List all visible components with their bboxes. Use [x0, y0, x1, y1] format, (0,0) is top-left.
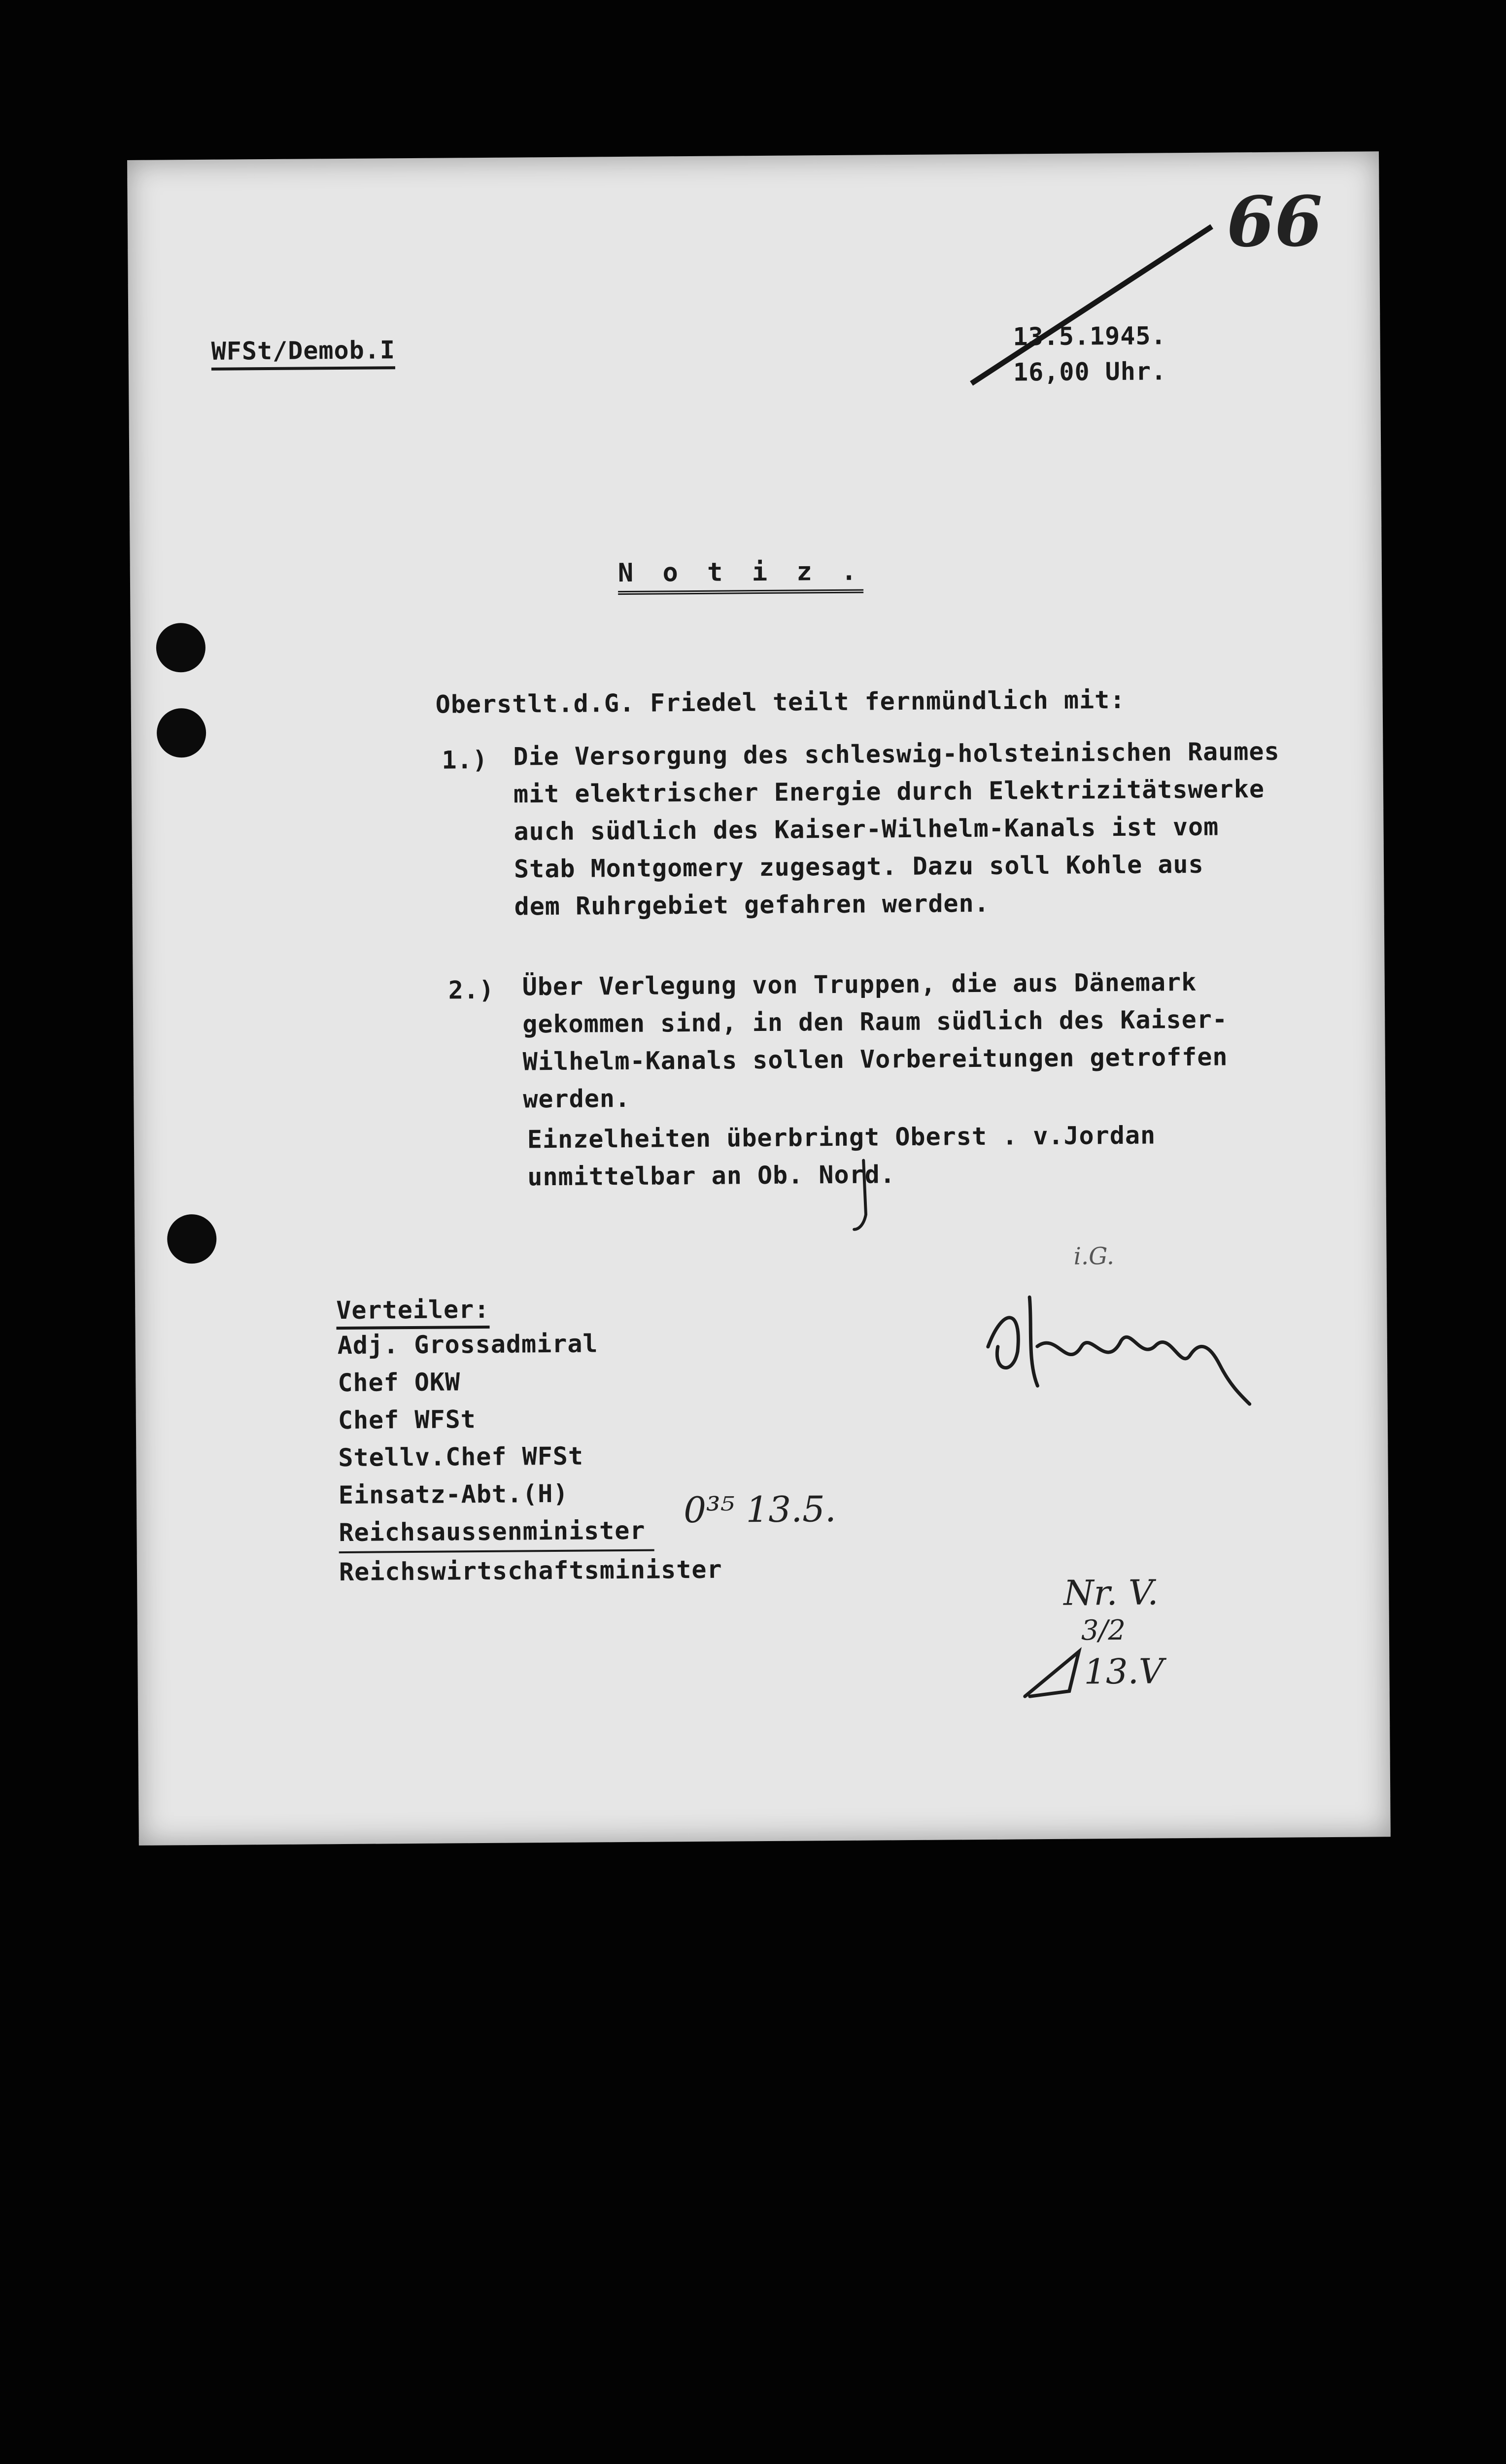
item-1-line: dem Ruhrgebiet gefahren werden. — [514, 889, 990, 921]
item-1-line: Stab Montgomery zugesagt. Dazu soll Kohle aus — [513, 850, 1204, 884]
document-time: 16,00 Uhr. — [1013, 357, 1167, 387]
distribution-item: Chef WFSt — [338, 1405, 476, 1435]
distribution-item: Chef OKW — [338, 1368, 461, 1398]
distribution-item: Stellv.Chef WFSt — [338, 1441, 584, 1472]
item-2-line: werden. — [523, 1084, 631, 1114]
handwritten-tick-mark — [849, 1155, 879, 1234]
closing-text — [527, 1116, 1156, 1196]
handwritten-signature — [983, 1286, 1260, 1416]
handwritten-distribution-note: 0³⁵ 13.5. — [683, 1488, 837, 1531]
item-2-line: gekommen sind, in den Raum südlich des Kaiser- — [522, 1005, 1228, 1039]
distribution-item: Einsatz-Abt.(H) — [338, 1479, 569, 1510]
item-2-text — [522, 963, 1228, 1118]
punch-hole-bottom — [167, 1214, 217, 1264]
item-2-number: 2.) — [448, 975, 495, 1005]
closing-line: Einzelheiten überbringt Oberst . v.Jordan — [527, 1121, 1156, 1154]
item-2-line: Wilhelm-Kanals sollen Vorbereitungen getroffen — [522, 1042, 1228, 1076]
distribution-item: Adj. Grossadmiral — [337, 1329, 598, 1360]
closing-line: unmittelbar an Ob. Nord. — [527, 1160, 896, 1192]
item-1-line: Die Versorgung des schleswig-holsteinischen Raumes — [513, 737, 1280, 771]
intro-line: Oberstlt.d.G. Friedel teilt fernmündlich mit: — [435, 685, 1126, 719]
handwritten-note-line2: 3/2 — [1081, 1614, 1126, 1647]
document-reference: WFSt/Demob.I — [211, 336, 396, 371]
item-1-line: auch südlich des Kaiser-Wilhelm-Kanals ist vom — [513, 812, 1219, 846]
handwritten-note-line1: Nr. V. — [1063, 1572, 1159, 1613]
punch-hole-middle — [157, 708, 206, 758]
document-date: 13.5.1945. — [1013, 321, 1166, 351]
item-2-line: Über Verlegung von Truppen, die aus Dänemark — [522, 967, 1197, 1001]
item-1-text — [513, 733, 1281, 925]
distribution-item: Reichswirtschaftsminister — [339, 1555, 722, 1587]
distribution-heading: Verteiler: — [336, 1295, 489, 1330]
item-1-line: mit elektrischer Energie durch Elektrizitätswerke — [513, 774, 1265, 809]
date-strike-mark — [965, 211, 1223, 391]
item-1-number: 1.) — [442, 745, 488, 775]
page-title: N o t i z . — [618, 557, 864, 595]
handwritten-note-line3: 13.V — [1084, 1651, 1164, 1692]
distribution-list — [338, 1324, 722, 1591]
handwritten-initials: i.G. — [1073, 1242, 1115, 1270]
handwritten-paraph — [1020, 1642, 1109, 1701]
document-page — [127, 151, 1391, 1846]
punch-hole-top — [156, 623, 206, 673]
page-number: 66 — [1226, 181, 1323, 263]
distribution-item: Reichsaussenminister — [339, 1512, 654, 1553]
